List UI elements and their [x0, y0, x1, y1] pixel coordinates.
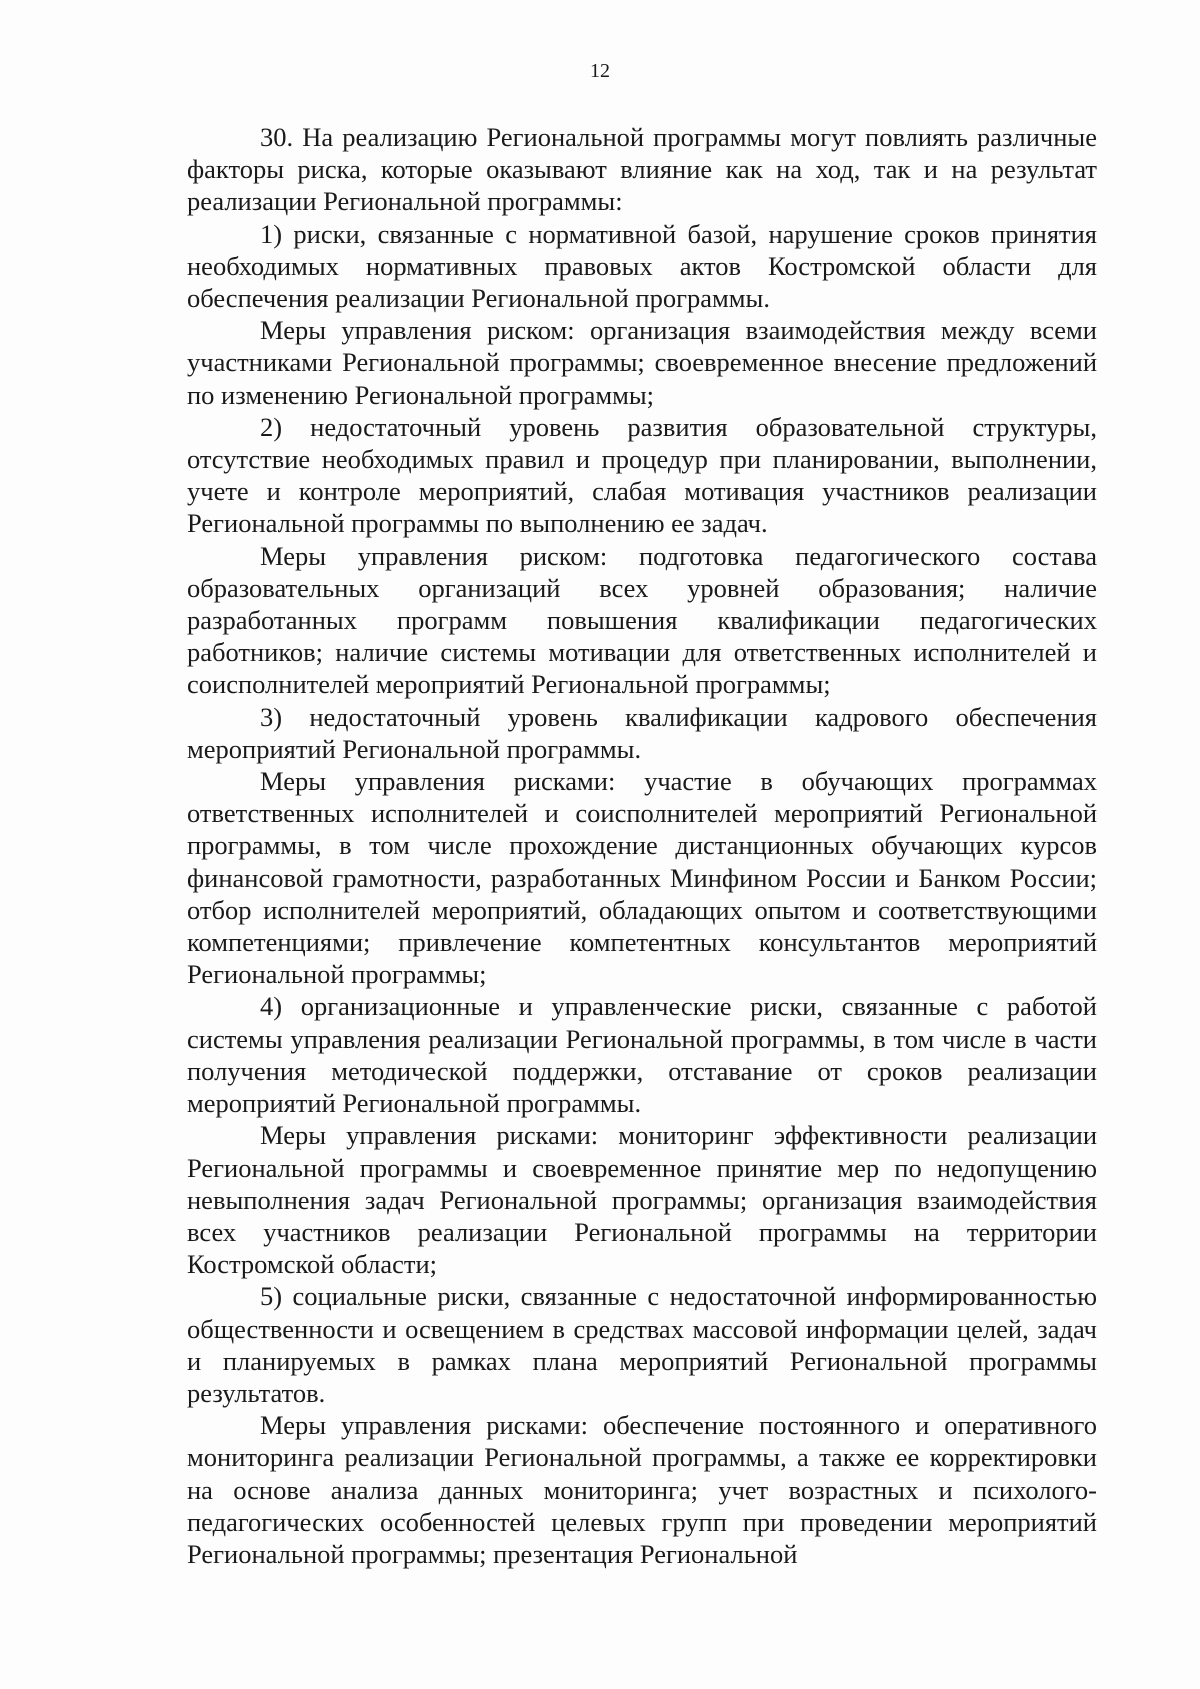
paragraph-risk-1: 1) риски, связанные с нормативной базой, нарушение сроков принятия необходимых нормативных правовых актов Костромской области для обеспечения реализации Региональной программы.	[187, 218, 1097, 314]
paragraph-measures-1: Меры управления риском: организация взаимодействия между всеми участниками Региональной программы; своевременное внесение предложений по изменению Региональной программы;	[187, 315, 1097, 410]
paragraph-risk-2: 2) недостаточный уровень развития образовательной структуры, отсутствие необходимых правил и процедур при планировании, выполнении, учете и контроле мероприятий, слабая мотивация участников реализации Региональной программы по выполнению ее задач.	[187, 411, 1097, 539]
paragraph-measures-4: Меры управления рисками: мониторинг эффективности реализации Региональной программы и своевременное принятие мер по недопущению невыполнения задач Региональной программы; организация взаимодействия всех участников реализации Региональной программы на территории Костромской области;	[187, 1120, 1097, 1280]
page-number: 12	[590, 60, 610, 82]
document-body	[187, 121, 1097, 1570]
paragraph-risk-4: 4) организационные и управленческие риски, связанные с работой системы управления реализации Региональной программы, в том числе в части получения методической поддержки, отставание от сроков реализации мероприятий Региональной программы.	[187, 991, 1097, 1119]
paragraph-risk-3: 3) недостаточный уровень квалификации кадрового обеспечения мероприятий Региональной программы.	[187, 701, 1097, 764]
paragraph-measures-2: Меры управления риском: подготовка педагогического состава образовательных организаций всех уровней образования; наличие разработанных программ повышения квалификации педагогических работников; наличие системы мотивации для ответственных исполнителей и соисполнителей мероприятий Региональной программы;	[187, 540, 1097, 700]
paragraph-measures-3: Меры управления рисками: участие в обучающих программах ответственных исполнителей и соисполнителей мероприятий Региональной программы, в том числе прохождение дистанционных обучающих курсов финансовой грамотности, разработанных Минфином России и Банком России; отбор исполнителей мероприятий, обладающих опытом и соответствующими компетенциями; привлечение компетентных консультантов мероприятий Региональной программы;	[187, 766, 1097, 990]
paragraph-measures-5: Меры управления рисками: обеспечение постоянного и оперативного мониторинга реализации Региональной программы, а также ее корректировки на основе анализа данных мониторинга; учет возрастных и психолого-педагогических особенностей целевых групп при проведении мероприятий Региональной программы; презентация Региональной	[187, 1410, 1097, 1569]
paragraph-risk-5: 5) социальные риски, связанные с недостаточной информированностью общественности и освещением в средствах массовой информации целей, задач и планируемых в рамках плана мероприятий Региональной программы результатов.	[187, 1281, 1097, 1408]
paragraph-risk-factors-intro: 30. На реализацию Региональной программы могут повлиять различные факторы риска, которые оказывают влияние как на ход, так и на результат реализации Региональной программы:	[187, 122, 1097, 217]
